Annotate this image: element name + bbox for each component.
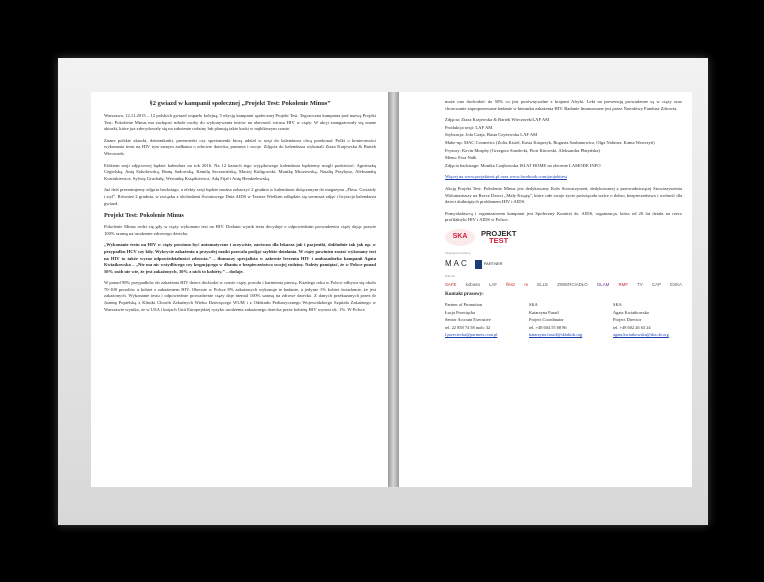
partner-text: PARTNER [483,260,503,266]
partners-label: Współpracownicy [445,250,471,255]
contact-email-link[interactable]: katarzyna.fusztl@sklakids.org [529,332,583,338]
credit-line: Produkcja sesji: LAF AM [445,124,493,130]
credit-line: Zdjęcia: Ziaza Krajewska & Bartek Wieczorek/LAF AM [445,117,550,123]
paragraph: Akcję Projekt Test: Pokolenie Minus jest dedykowany Koło Stowarzyszeń, dedykowanej z przewodniczącej Stowarzyszenia Wolontariuszy na Rzecz Dzieci „Mały Książę”, które całe swoje życie poświęcała walce o dobro, bezpieczeństwo i wolność dla dzieci dotkniętych problemem HIV i AIDS. [445,185,682,205]
contact-column [613,302,679,340]
patron-logo: RMF [618,282,628,288]
contact-column [529,302,595,340]
patron-logo: flesz [506,282,516,288]
paragraph: Pomysłodawcą i organizatorem kampanii jest Społeczny Komitet ds. AIDS, organizacja, która od 20 lat działa na rzecz profilaktyki HIV i AIDS w Polsce. [445,210,682,223]
section-heading: Projekt Test: Pokolenie Minus [104,212,184,220]
contact-email-link[interactable]: l.przeciecka@partners.com.pl [445,332,498,338]
ska-logo: SKA [445,229,475,246]
projekt-text: PROJEKT [481,229,517,239]
credit-line: Menu: Ewa Nałk [445,155,477,161]
contact-phone: tel. +48 604 55 68 86 [529,324,567,330]
contact-role: Project Director [613,317,642,323]
partner-logo-icon [475,260,482,269]
page-right [399,92,692,487]
patron-logo: TV [637,282,643,288]
patron-logo: SAFE [445,282,457,288]
paragraph: Pokolenie Minus rodzi się gdy w ciąży wykonano test na HIV. Dodatni wynik testu decyduje o odpowiednim prowadzeniu ciąży dając prawie 100% szansę na urodzenie zdrowego dziecka. [104,224,376,236]
quote-paragraph: „Wykonanie testu na HIV w ciąży powinno być automatyczne i oczywiste, zarówno dla lekarza jak i pacjentki, dokładnie tak jak np. w przypadku HCV czy kiły. Wykrycie zakażenia u przyszłej matki pozwala podjąć szybkie działania. W ciąży powinien zostać wykonany test na HIV to także wyraz odpowiedzialności zdrowia.” – tłumaczy specjalista w zakresie leczenia HIV i ambasadorka kampanii Agata Kwiatkowska – „Nie ma nic wstydliwego czy krępującego w dbaniu o bezpieczeństwo swojej rodziny. Należy pamiętać, że w Polsce ponad 50% osób nie wie, że jest zakażonych, 30% z nich to kobiety.” – dodaje. [104,242,376,274]
projekt-test-logo [481,230,516,244]
paragraph: W ponad 90% przypadków do zakażenia HIV dzieci dochodzi w czasie ciąży, porodu i karmienia piersią. Każdego roku w Polsce odbywa się około 70-100 porodów u kobiet z zakażeniem HIV. Obecnie w Polsce 8% zakażonych wykonuje te badanie, a jedynie 1% kobiet świadomie, że jest zakażonych. Wykonanie testu i odpowiednie prowadzenie ciąży daje niemal 100% szansę na zdrowe dziecko. Z danych przekazanych przez dr Joannę Popielską z Kliniki Chorób Zakaźnych Wieku Dziecięcego WUM i z Oddziału Pediatrycznego Wojewódzkiego Szpitala Zakaźnego w Warszawie wynika, że w USA i krajach Unii Europejskiej ryzyko urodzenia zakażonego dziecka przez kobietę HIV wynosi ok. 1%. W Polsce [104,280,376,312]
patron-logo: m [524,282,529,288]
page-left [91,92,388,487]
patrons-label: Patroni [445,273,456,278]
page-left-content [91,92,388,313]
document-title: §2 gwiazd w kampanii społecznej „Projekt Test: Pokolenie Minus” [149,100,331,107]
contact-org: SKA [529,302,538,308]
paragraph: Znane polskie aktorki, dziennikarki, prezenterki czy sportsmenki biorą udział w sesji do kalendarza chcą przekonać Polki o konieczności wykonania testu na HIV tym samym zadbania o zdrowie dziecka, partnera i swoje. Zdjęcia do kalendarza wykonali Ziaza Krajewska & Bartek Wieczorek. [104,137,376,156]
contact-org: SKA [613,302,622,308]
contact-person: Agata Kwiatkowska [613,309,649,315]
contacts-table [445,302,682,340]
credit-line: Stylizacja: Jola Czaja, Basia Czyżewska LAF AM [445,132,538,138]
patron-logo: kobieta [465,282,480,288]
patron-logo: GLAM [596,282,610,288]
paragraph: Efektem sesji zdjęciowej będzie kalendarz na rok 2016. Na 12 kartach tego wyjątkowego kalendarza będziemy mogli podziwiać: Agnieszkę Cegielską, Anię Sokołowską, Beatę Sadowską, Kamilę Szczawińską, Maciej Kuligowski, Monikę Mrozowską, Natalię Przybysz, Aleksandrę Kostiukiewicz, Sylwię Gruchałę, Weronikę Książkiewicz, Adę Fijał i Anię Hendzelewską. [104,162,376,181]
paragraph: może ono dochodzić do 50% co jest porównywalne z krajami Afryki. Leki na prewencję prowadzone są w ciąży oraz chorowanie zaproponowane badanie w kierunku zakażenia HIV. Badanie finansowane jest przez Narodowy Fundusz Zdrowia. [445,99,682,111]
patron-logo: CAP [651,282,661,288]
contact-column [445,302,511,340]
web-link[interactable]: Więcej na www.projekttest.pl oraz www.facebook.com/projekttest [445,174,567,180]
contact-phone: tel. +48 602 26 63 24 [613,324,651,330]
test-text: TEST [489,236,509,246]
credit-line: Fryzury: Kevin Murphy (Grzegorz Sondecki, Piotr Kitowski, Aleksandra Płatyńska) [445,147,600,153]
contact-role: Project Coordinator [529,317,564,323]
contact-email-link[interactable]: agata.kwiatkowska@ska.do.org [613,332,669,338]
organizer-logos [445,229,682,246]
partner-logo [475,260,503,269]
patron-logos [445,282,682,289]
contact-person: Łucja Przecięcka [445,309,476,315]
patron-logo: ZWIERCIADŁO [557,282,588,288]
contact-person: Katarzyna Pusztl [529,309,559,315]
page-right-content [399,92,692,340]
contact-phone: tel. 22 858 74 58 mob: 32 [445,324,491,330]
credit-line: Make-up: MAC Cosmetics (Zofia Kisiel, Kasia Kasprzyk, Bogusia Szubanowicz, Olga Nohmer, Kama Wawrzyń) [445,139,655,145]
mac-logo: MAC [445,258,469,268]
page-gutter [388,92,399,487]
patron-logo: LAF [488,282,498,288]
credit-line: Zdjęcia backstage: Monika Czajkowska ISI AT HOME na zlecenie LAMODE INFO [445,162,601,168]
contact-role: Senior Account Executive [445,317,491,323]
paragraph: Warszawa, 12.11.2015 – 12 polskich gwiazd wsparło kolejną, 5 edycję kampanii społecznej Projekt Test. Tegoroczna kampania pod nazwą Projekt Test: Pokolenie Minus ma zachęcać młode osoby do wykonywania testów na obecność wirusa HIV w ciąży. W akcji zaangażowały się znane aktorki, które już zdecydowały się na założenie rodziny lub planują takie kroki w najbliższym czasie. [104,113,376,132]
patron-logo: ELLE [537,282,549,288]
paragraph: Już dziś prezentujemy zdjęcia backstage, a efekty sesji będzie można zobaczyć 2 grudnia w kalendarzu dołączonym do magazynu „Flesz. Gwiazdy i styl”. Również 2 grudnia, w związku z obchodami Światowego Dnia AIDS w Teatrze Wielkim odbędzie się wernisaż zdjęć i licytacja kalendarza gwiazd. [104,187,376,206]
patron-logo: ESKA [670,282,682,288]
partner-logos [445,260,682,269]
contact-org: Partner of Promotion [445,302,483,308]
contacts-heading: Kontakt prasowy: [445,291,484,297]
